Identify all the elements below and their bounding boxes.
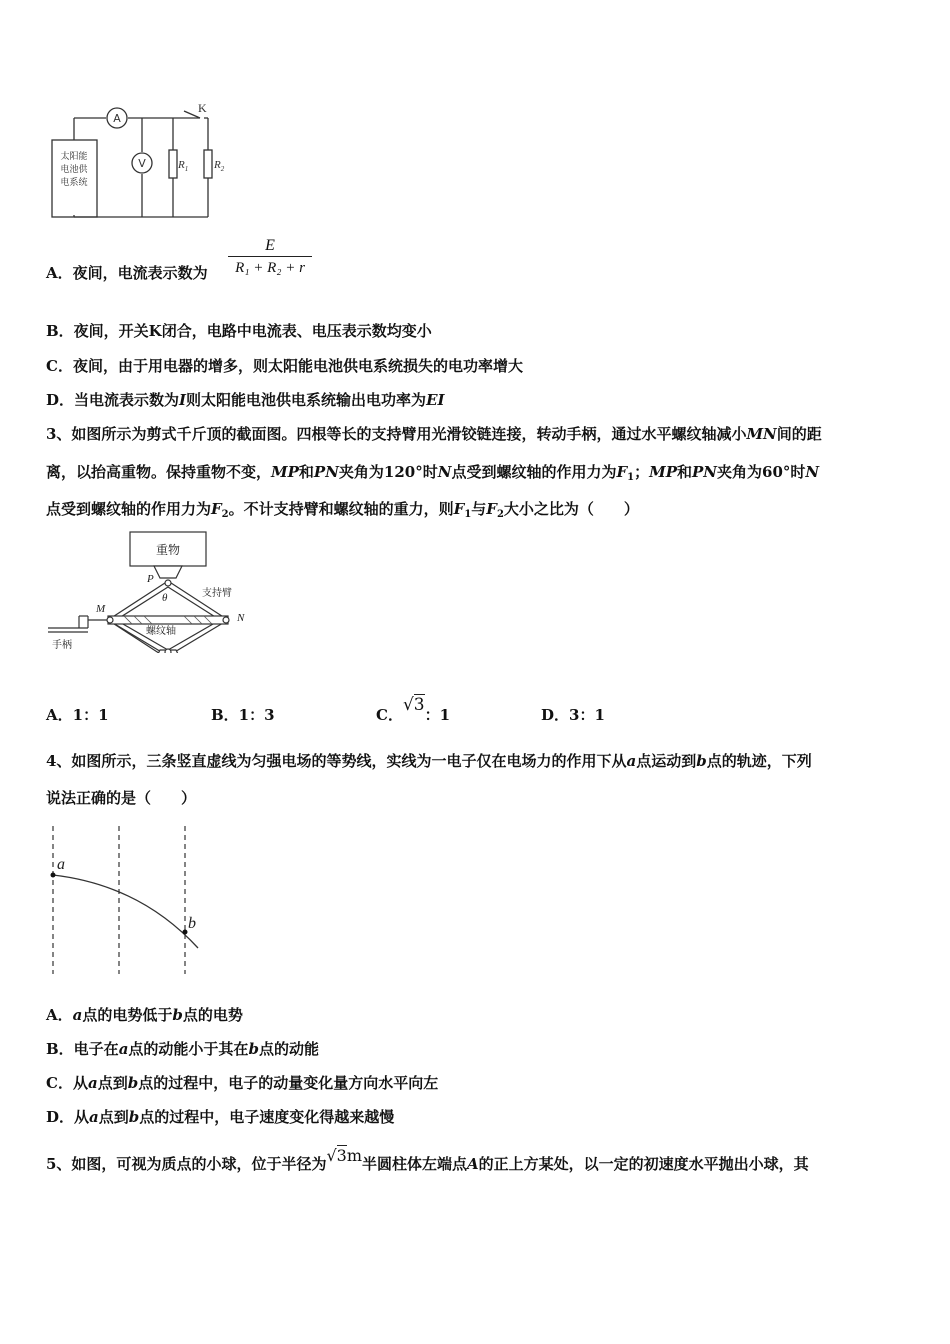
point-a-label: a <box>57 856 65 873</box>
q3-option-a: A．1：1 <box>46 706 109 724</box>
q2-option-a-fraction <box>228 236 312 279</box>
q2-option-c: C．夜间，由于用电器的增多，则太阳能电池供电系统损失的电功率增大 <box>46 357 523 375</box>
q5-stem-line-1: 5、如图，可视为质点的小球，位于半径为√3m半圆柱体左端点A的正上方某处，以一定的初速度水平抛出小球，其 <box>46 1146 809 1173</box>
q3-stem-line-1: 3、如图所示为剪式千斤顶的截面图。四根等长的支持臂用光滑铰链连接，转动手柄，通过水平螺纹轴减小MN间的距 <box>46 425 822 443</box>
q2-option-d: D．当电流表示数为I则太阳能电池供电系统输出电功率为EI <box>46 391 445 409</box>
q4-option-d: D．从a点到b点的过程中，电子速度变化得越来越慢 <box>46 1108 395 1126</box>
circuit-box-label-2: 电池供 <box>60 165 88 175</box>
q4-stem-line-1: 4、如图所示，三条竖直虚线为匀强电场的等势线，实线为一电子仅在电场力的作用下从a点运动到b点的轨迹，下列 <box>46 752 812 770</box>
switch-label: K <box>198 101 207 115</box>
equipotential-figure <box>40 820 220 980</box>
r1-label: $R_1$ <box>178 159 189 173</box>
q4-option-b: B．电子在a点的动能小于其在b点的动能 <box>46 1040 319 1058</box>
jack-weight-label: 重物 <box>155 543 181 557</box>
q4-stem-line-2: 说法正确的是（ ） <box>46 789 197 807</box>
q4-option-a: A．a点的电势低于b点的电势 <box>46 1006 243 1024</box>
jack-arm-label: 支持臂 <box>202 588 232 599</box>
q3-option-b: B．1：3 <box>211 706 275 724</box>
q3-stem-line-3: 点受到螺纹轴的作用力为$F_2$。不计支持臂和螺纹轴的重力，则$F_1$与$F_2$大小之比为（ ） <box>46 500 639 520</box>
voltmeter-label: V <box>138 157 146 170</box>
fraction-denominator: R₁ + R₂ + r <box>235 260 305 276</box>
point-b-marker <box>183 930 188 935</box>
q2-option-a: A．夜间，电流表示数为 <box>46 264 208 282</box>
electron-trajectory <box>53 875 198 948</box>
jack-screw-label: 螺纹轴 <box>146 626 176 637</box>
point-b-label: b <box>188 915 196 932</box>
jack-point-m: M <box>96 603 106 615</box>
fraction-numerator: E <box>265 237 275 254</box>
jack-angle-theta: θ <box>162 592 168 604</box>
sqrt-sign: √ <box>326 1146 337 1165</box>
r2-label: $R_2$ <box>214 159 225 173</box>
q4-option-c: C．从a点到b点的过程中，电子的动量变化量方向水平向左 <box>46 1074 439 1092</box>
sqrt-sign: √ <box>402 695 414 715</box>
q3-option-c: C．√3：1 <box>376 695 451 724</box>
jack-point-n: N <box>237 612 245 624</box>
q3-option-d: D．3：1 <box>541 706 605 724</box>
jack-handle-label: 手柄 <box>52 640 72 651</box>
ammeter-label: A <box>113 112 121 125</box>
circuit-box-label-3: 电系统 <box>60 178 88 188</box>
q3-stem-line-2: 离，以抬高重物。保持重物不变，MP和PN夹角为120°时N点受到螺纹轴的作用力为$F_1$；MP和PN夹角为60°时N <box>46 463 820 483</box>
jack-point-p: P <box>147 573 154 585</box>
scissor-jack-figure <box>44 528 264 653</box>
circuit-diagram <box>40 95 250 225</box>
q2-option-b: B．夜间，开关K闭合，电路中电流表、电压表示数均变小 <box>46 322 432 340</box>
circuit-box-label-1: 太阳能 <box>60 152 88 162</box>
point-a-marker <box>51 873 56 878</box>
